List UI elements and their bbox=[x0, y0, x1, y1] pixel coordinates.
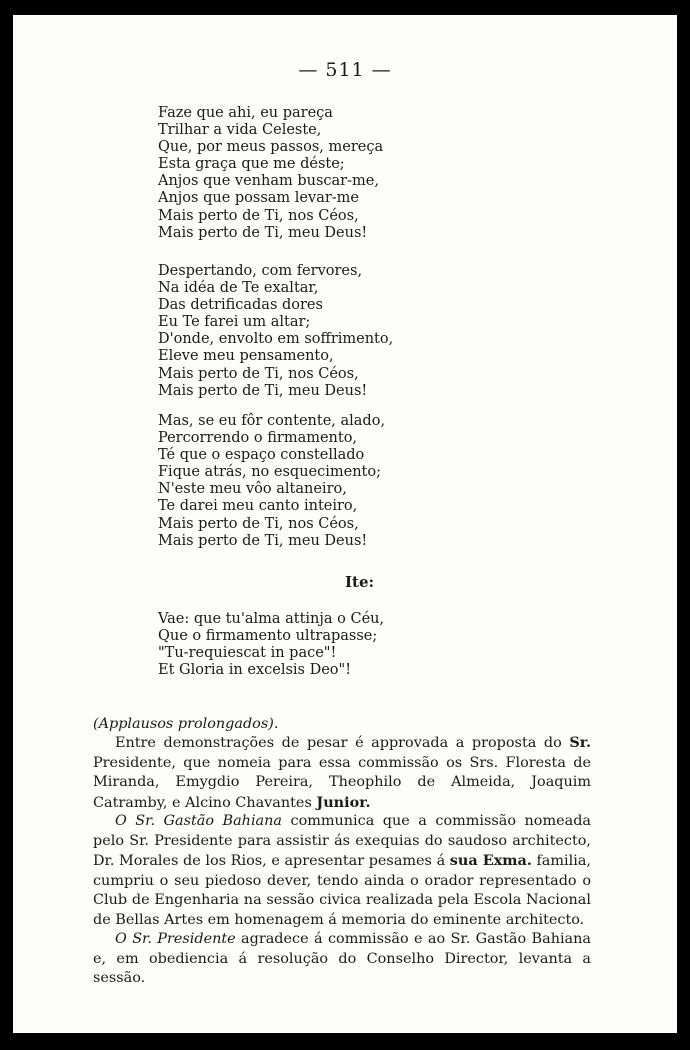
poem-line: Que, por meus passos, mereça bbox=[158, 139, 384, 156]
poem-line: Vae: que tu'alma attinja o Céu, bbox=[158, 611, 385, 627]
poem-line: Anjos que possam levar-me bbox=[158, 190, 360, 207]
poem-line: Mais perto de Ti, meu Deus! bbox=[158, 532, 368, 549]
paragraph-text: agradece á commissão e ao Sr. Gastão Bahiana e, em obediencia á resolução do Conselho Director, levanta a sessão. bbox=[93, 931, 591, 987]
poem-line: Mais perto de Ti, nos Céos, bbox=[158, 365, 359, 382]
paragraph-text: familia, cumpriu o seu piedoso dever, tendo ainda o orador representado o Club de Engenharia na sessão civica realizada pela Escola Nacional de Bellas Artes em homenagem á memoria do eminente architecto. bbox=[93, 853, 591, 928]
paragraph-bold-text: sua Exma. bbox=[449, 852, 532, 870]
poem-line: Trilhar a vida Celeste, bbox=[158, 122, 322, 139]
paragraph-gastao-bahiana bbox=[93, 812, 591, 931]
document-page bbox=[13, 15, 677, 1033]
speaker-name: O Sr. Gastão Bahiana bbox=[115, 813, 282, 829]
poem-line: Eleve meu pensamento, bbox=[158, 348, 334, 365]
poem-line: Na idéa de Te exaltar, bbox=[158, 280, 319, 297]
paragraph-commission bbox=[93, 733, 591, 813]
poem-line: Mais perto de Ti, meu Deus! bbox=[158, 224, 368, 241]
paragraph-text: Presidente, que nomeia para essa commissão os Srs. Floresta de Miranda, Emygdio Pereira, Theophilo de Almeida, Joaquim Catramby, e Alcino Chavantes bbox=[93, 754, 591, 811]
poem-line: Anjos que venham buscar-me, bbox=[158, 173, 379, 190]
poem-line: Te darei meu canto inteiro, bbox=[158, 498, 358, 515]
poem-line: Mais perto de Ti, nos Céos, bbox=[158, 515, 359, 532]
poem-line: Té que o espaço constellado bbox=[158, 447, 365, 464]
paragraph-presidente bbox=[93, 930, 591, 989]
poem-line: Fique atrás, no esquecimento; bbox=[158, 464, 381, 481]
poem-stanza-4 bbox=[158, 611, 384, 679]
applause-note: (Applausos prolongados). bbox=[93, 716, 279, 732]
poem-stanza-2 bbox=[158, 263, 393, 400]
paragraph-bold-text: Sr. bbox=[569, 734, 591, 751]
poem-stanza-1 bbox=[158, 105, 383, 242]
poem-line: "Tu-requiescat in pace"! bbox=[158, 645, 337, 662]
poem-line: Mais perto de Ti, meu Deus! bbox=[158, 382, 368, 399]
poem-line: D'onde, envolto em soffrimento, bbox=[158, 331, 394, 348]
poem-stanza-3 bbox=[158, 413, 385, 550]
poem-line: Que o firmamento ultrapasse; bbox=[158, 628, 378, 645]
poem-line: Despertando, com fervores, bbox=[158, 263, 363, 279]
speaker-name: O Sr. Presidente bbox=[115, 931, 236, 947]
page-number: — 511 — bbox=[298, 59, 392, 81]
poem-line: Mas, se eu fôr contente, alado, bbox=[158, 413, 386, 429]
poem-line: Percorrendo o firmamento, bbox=[158, 430, 358, 447]
poem-line: Et Gloria in excelsis Deo"! bbox=[158, 662, 352, 679]
poem-line: Faze que ahi, eu pareça bbox=[158, 105, 333, 121]
poem-line: Das detrificadas dores bbox=[158, 297, 323, 314]
poem-line: N'este meu vôo altaneiro, bbox=[158, 481, 347, 498]
poem-line: Esta graça que me déste; bbox=[158, 156, 345, 173]
paragraph-text: Entre demonstrações de pesar é approvada a proposta do bbox=[115, 735, 570, 751]
poem-line: Eu Te farei um altar; bbox=[158, 314, 311, 331]
paragraph-text: communica que a commissão nomeada pelo Sr. Presidente para assistir ás exequias do saudoso architecto, Dr. Morales de los Rios, e apresentar pesames á bbox=[93, 813, 591, 870]
poem-line: Mais perto de Ti, nos Céos, bbox=[158, 207, 359, 224]
paragraph-bold-text: Junior. bbox=[316, 793, 371, 811]
section-heading: Ite: bbox=[345, 573, 375, 591]
